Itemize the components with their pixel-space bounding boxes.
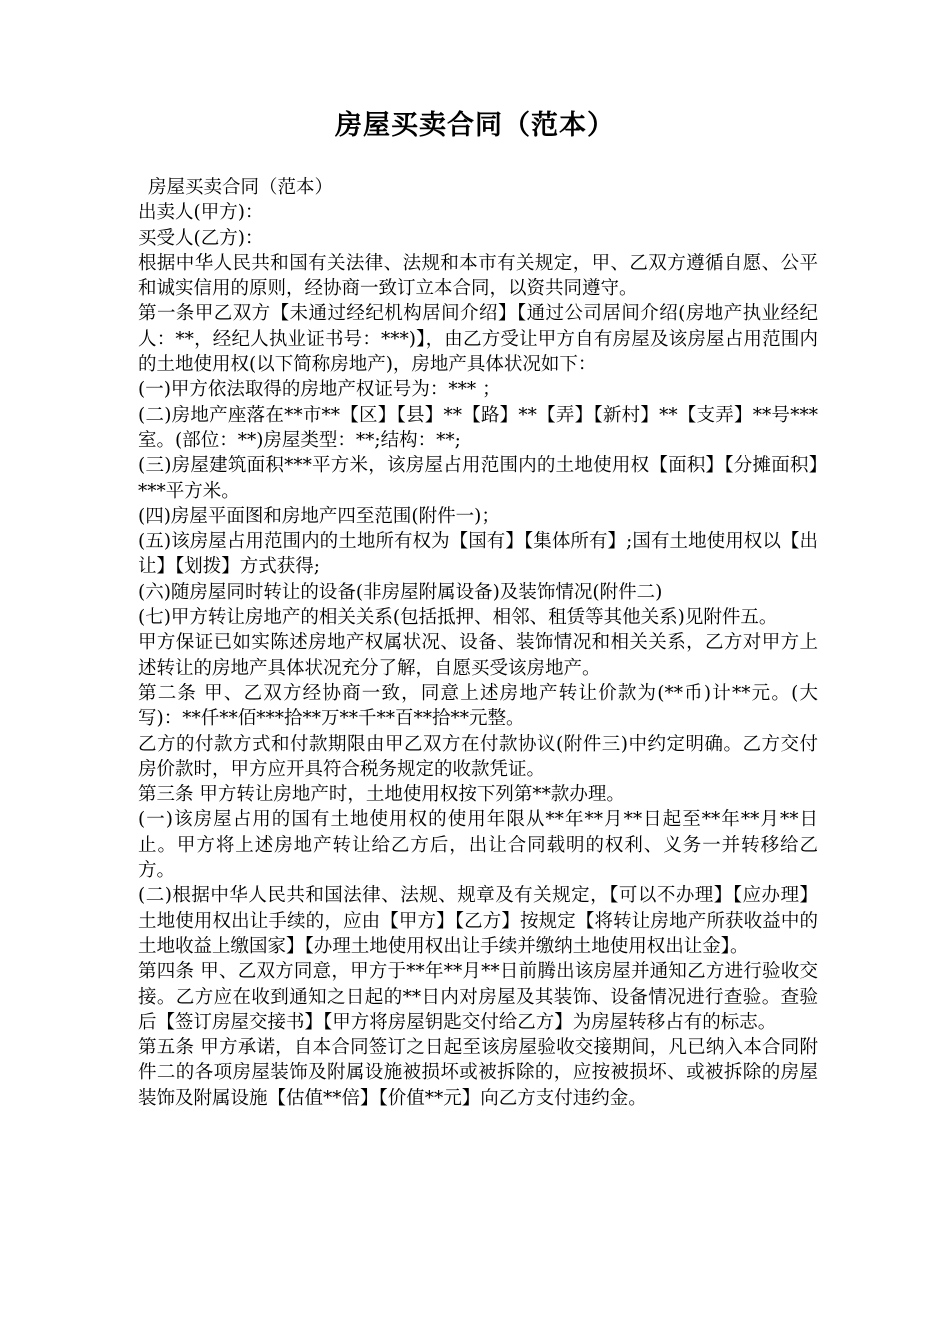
article-1-item-1: (一)甲方依法取得的房地产权证号为：*** ； <box>138 379 501 401</box>
article-1-paragraph: 第一条甲乙双方【未通过经纪机构居间介绍】【通过公司居间介绍(房地产执业经纪人：**，经纪人执业证书号：***)】，由乙方受让甲方自有房屋及该房屋占用范围内的土地使用权(以下简称房地产)，房地产具体状况如下： <box>138 303 818 376</box>
document-title: 房屋买卖合同（范本） <box>335 110 615 141</box>
article-3-item-1: (一)该房屋占用的国有土地使用权的使用年限从**年**月**日起至**年**月**日止。甲方将上述房地产转让给乙方后，出让合同载明的权利、义务一并转移给乙方。 <box>138 809 818 882</box>
article-1-item-7: (七)甲方转让房地产的相关关系(包括抵押、相邻、租赁等其他关系)见附件五。 <box>138 607 778 629</box>
article-2-paragraph: 第二条 甲、乙双方经协商一致，同意上述房地产转让价款为(**币)计**元。(大写)：**仟**佰***拾**万**千**百**拾**元整。 <box>138 682 818 730</box>
buyer-line: 买受人(乙方)： <box>138 227 264 249</box>
article-4-paragraph: 第四条 甲、乙双方同意，甲方于**年**月**日前腾出该房屋并通知乙方进行验收交接。乙方应在收到通知之日起的**日内对房屋及其装饰、设备情况进行查验。查验后【签订房屋交接书】【甲方将房屋钥匙交付给乙方】为房屋转移占有的标志。 <box>138 961 818 1033</box>
payment-terms-paragraph: 乙方的付款方式和付款期限由甲乙双方在付款协议(附件三)中约定明确。乙方交付房价款时，甲方应开具符合税务规定的收款凭证。 <box>138 733 818 780</box>
article-1-item-2: (二)房地产座落在**市**【区】【县】**【路】**【弄】【新村】**【支弄】**号***室。(部位：**)房屋类型：**;结构：**; <box>138 404 818 451</box>
article-1-item-3: (三)房屋建筑面积***平方米，该房屋占用范围内的土地使用权【面积】【分摊面积】***平方米。 <box>138 455 818 502</box>
article-1-item-5: (五)该房屋占用范围内的土地所有权为【国有】【集体所有】;国有土地使用权以【出让】【划拨】方式获得; <box>138 531 818 578</box>
article-3-item-2: (二)根据中华人民共和国法律、法规、规章及有关规定，【可以不办理】【应办理】土地使用权出让手续的，应由【甲方】【乙方】按规定【将转让房地产所获收益中的土地收益上缴国家】【办理土地使用权出让手续并缴纳土地使用权出让金】。 <box>138 885 818 957</box>
article-1-item-4: (四)房屋平面图和房地产四至范围(附件一)； <box>138 505 500 527</box>
document-body <box>138 175 818 1111</box>
subtitle-line: 房屋买卖合同（范本） <box>148 177 334 198</box>
preamble-paragraph: 根据中华人民共和国有关法律、法规和本市有关规定，甲、乙双方遵循自愿、公平和诚实信用的原则，经协商一致订立本合同，以资共同遵守。 <box>138 252 818 300</box>
article-3-paragraph: 第三条 甲方转让房地产时，土地使用权按下列第**款办理。 <box>138 784 625 806</box>
article-1-item-6: (六)随房屋同时转让的设备(非房屋附属设备)及装饰情况(附件二) <box>138 581 663 603</box>
seller-line: 出卖人(甲方)： <box>138 202 264 224</box>
article-5-paragraph: 第五条 甲方承诺，自本合同签订之日起至该房屋验收交接期间，凡已纳入本合同附件二的各项房屋装饰及附属设施被损坏或被拆除的，应按被损坏、或被拆除的房屋装饰及附属设施【估值**倍】【价值**元】向乙方支付违约金。 <box>138 1037 818 1109</box>
seller-guarantee-paragraph: 甲方保证已如实陈述房地产权属状况、设备、装饰情况和相关关系，乙方对甲方上述转让的房地产具体状况充分了解，自愿买受该房地产。 <box>138 632 818 679</box>
